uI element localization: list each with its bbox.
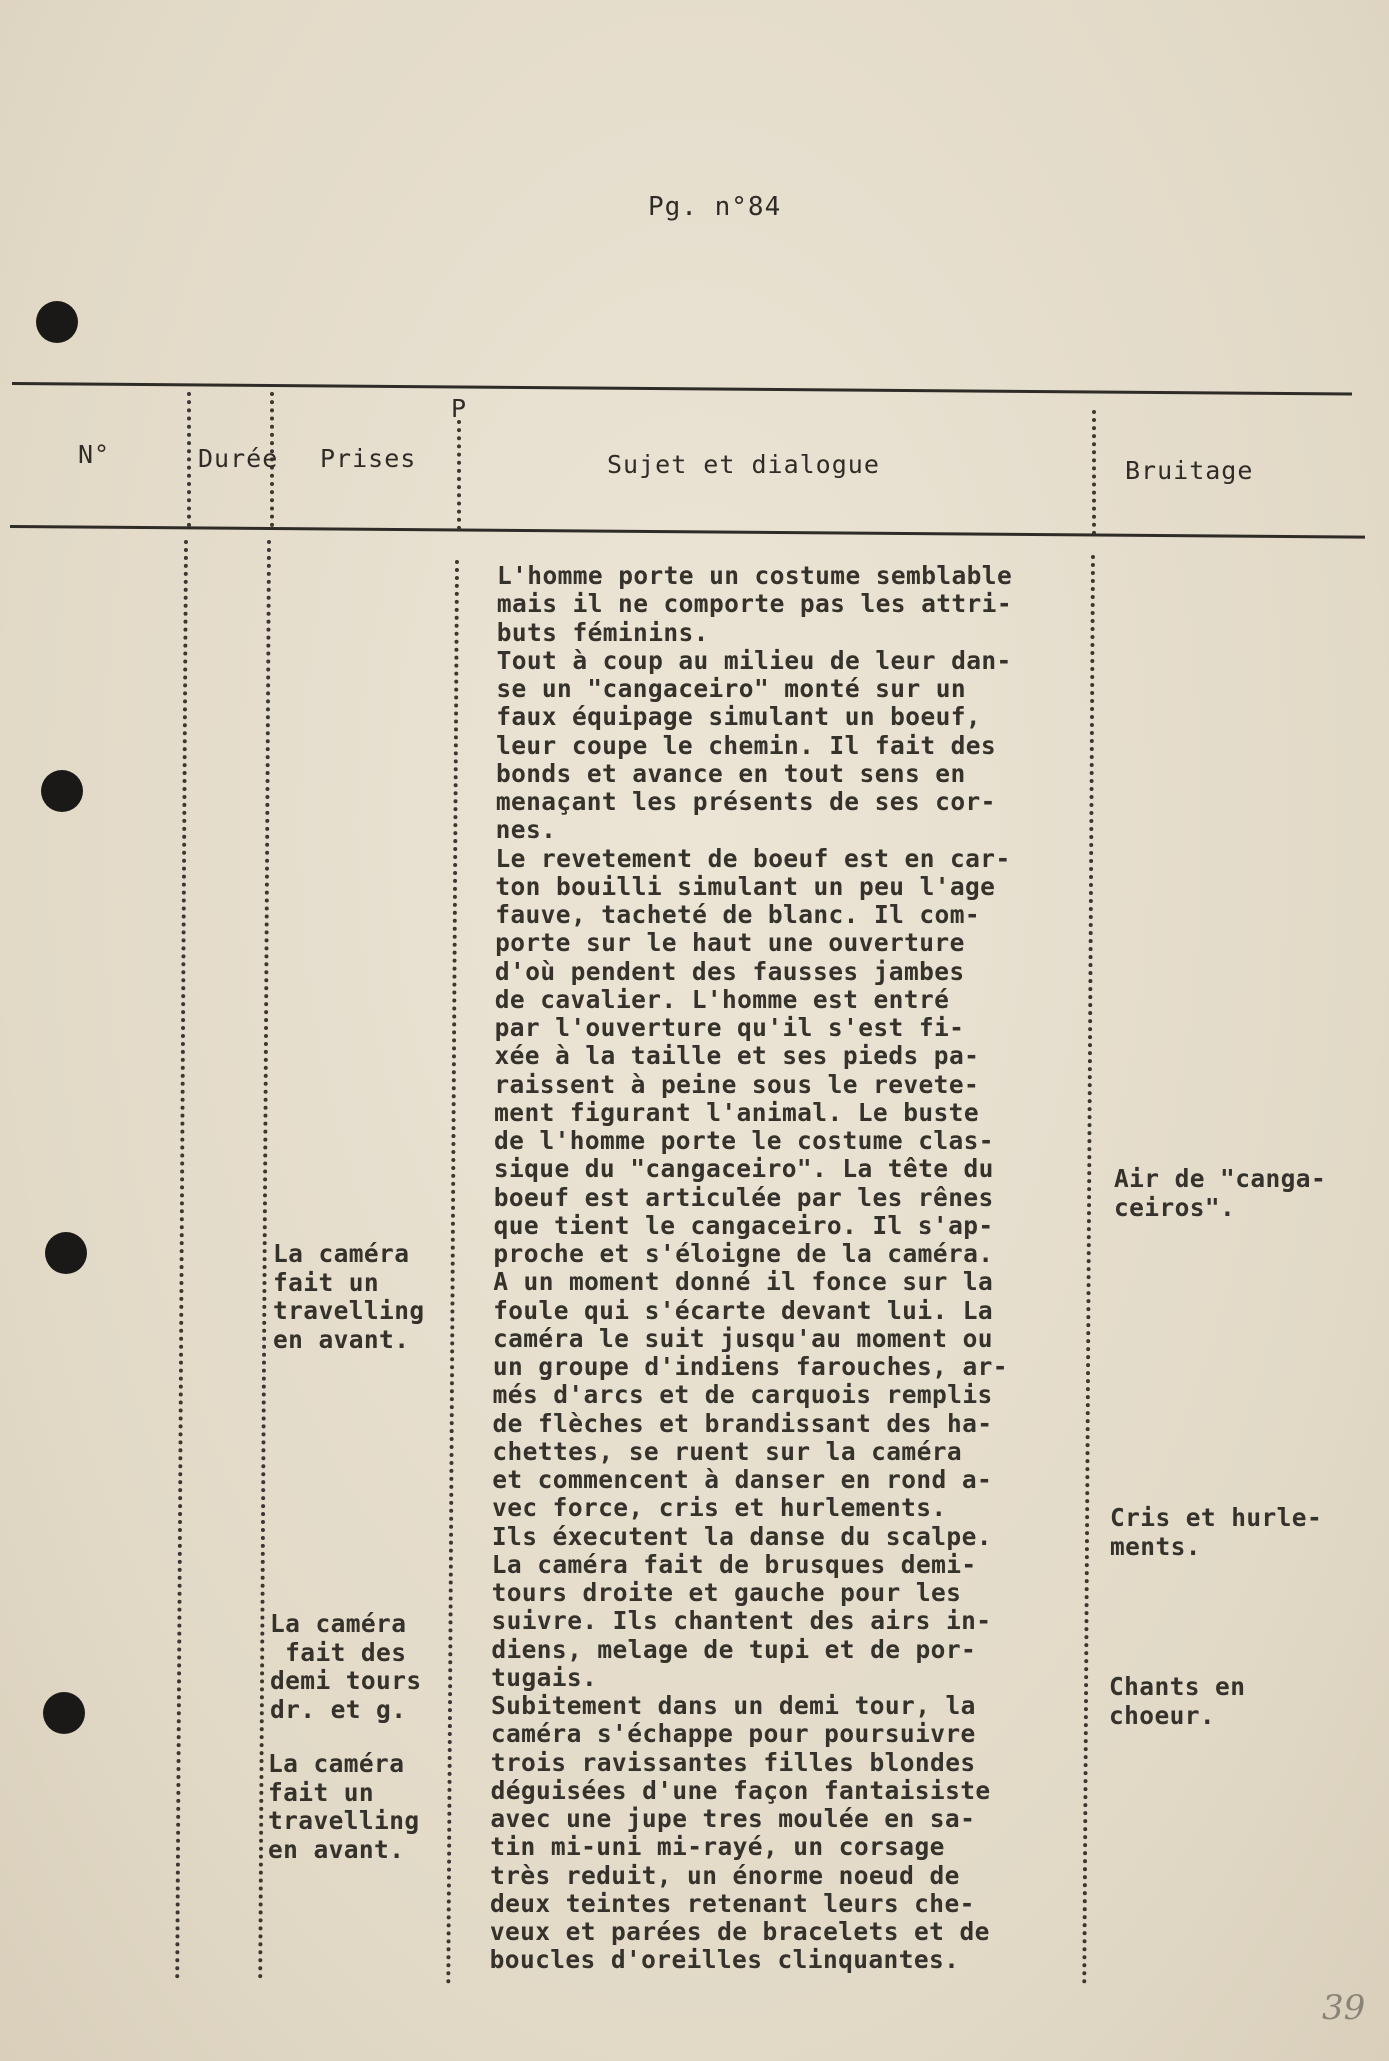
- sujet-line: suivre. Ils chantent des airs in-: [491, 1606, 992, 1636]
- sujet-line: déguisées d'une façon fantaisiste: [490, 1775, 991, 1805]
- sujet-line: par l'ouverture qu'il s'est fi-: [494, 1013, 965, 1042]
- sujet-line: que tient le cangaceiro. Il s'ap-: [493, 1210, 994, 1240]
- sujet-line: Ils éxecutent la danse du scalpe.: [491, 1521, 992, 1551]
- prise-entry: La caméra fait des demi tours dr. et g.: [270, 1609, 422, 1724]
- folio-number: 39: [1322, 1988, 1366, 2028]
- bruitage-entry: Cris et hurle- ments.: [1110, 1503, 1323, 1561]
- sujet-line: foule qui s'écarte devant lui. La: [493, 1295, 994, 1325]
- sujet-line: avec une jupe tres moulée en sa-: [490, 1804, 976, 1833]
- page-number: Pg. n°84: [648, 192, 782, 222]
- prise-entry: La caméra fait un travelling en avant.: [268, 1749, 420, 1864]
- header-column-separator: [187, 392, 191, 527]
- sujet-line: ton bouilli simulant un peu l'age: [495, 871, 996, 901]
- sujet-line: nes.: [495, 815, 557, 845]
- header-column-separator: [1092, 410, 1096, 535]
- sujet-line: deux teintes retenant leurs che-: [489, 1888, 975, 1918]
- sujet-line: leur coupe le chemin. Il fait des: [496, 730, 997, 760]
- sujet-line: fauve, tacheté de blanc. Il com-: [495, 900, 981, 929]
- header-sujet: Sujet et dialogue: [607, 450, 880, 479]
- sujet-line: de cavalier. L'homme est entré: [494, 984, 950, 1014]
- punch-hole: [43, 1692, 85, 1734]
- sujet-line: de l'homme porte le costume clas-: [494, 1126, 994, 1155]
- sujet-et-dialogue-text: [489, 561, 1097, 1975]
- sujet-line: La caméra fait de brusques demi-: [491, 1549, 977, 1579]
- sujet-line: tugais.: [491, 1662, 598, 1692]
- punch-hole: [36, 301, 78, 343]
- sujet-line: sique du "cangaceiro". La tête du: [493, 1154, 994, 1184]
- sujet-line: Subitement dans un demi tour, la: [491, 1691, 976, 1720]
- sujet-line: Tout à coup au milieu de leur dan-: [496, 645, 1012, 675]
- sujet-line: Le revetement de boeuf est en car-: [495, 843, 1011, 873]
- sujet-line: A un moment donné il fonce sur la: [493, 1267, 994, 1297]
- sujet-line: chettes, se ruent sur la caméra: [492, 1436, 963, 1466]
- sujet-line: bonds et avance en tout sens en: [495, 758, 966, 788]
- sujet-line: caméra le suit jusqu'au moment ou: [492, 1323, 993, 1353]
- header-bruitage: Bruitage: [1125, 456, 1254, 485]
- sujet-line: de flèches et brandissant des ha-: [492, 1408, 993, 1438]
- header-no: N°: [78, 440, 111, 469]
- sujet-line: porte sur le haut une ouverture: [495, 928, 965, 958]
- sujet-line: veux et parées de bracelets et de: [489, 1917, 990, 1946]
- punch-hole: [45, 1232, 87, 1274]
- sujet-line: se un "cangaceiro" monté sur un: [496, 674, 967, 703]
- header-p: P: [451, 394, 468, 423]
- sujet-line: mais il ne comporte pas les attri-: [496, 589, 1012, 619]
- sujet-line: vec force, cris et hurlements.: [492, 1493, 947, 1523]
- sujet-line: d'où pendent des fausses jambes: [494, 956, 965, 986]
- sujet-line: menaçant les présents de ses cor-: [495, 787, 996, 816]
- header-prises: Prises: [320, 444, 417, 473]
- sujet-line: ment figurant l'animal. Le buste: [494, 1097, 979, 1127]
- sujet-line: buts féminins.: [496, 617, 709, 647]
- header-column-separator: [457, 420, 461, 530]
- sujet-line: tours droite et gauche pour les: [491, 1578, 962, 1607]
- punch-hole: [41, 770, 83, 812]
- prise-entry: La caméra fait un travelling en avant.: [273, 1239, 425, 1354]
- sujet-line: caméra s'échappe pour poursuivre: [490, 1719, 976, 1749]
- sujet-line: més d'arcs et de carquois remplis: [492, 1380, 993, 1410]
- sujet-line: proche et s'éloigne de la caméra.: [493, 1239, 994, 1268]
- sujet-line: diens, melage de tupi et de por-: [491, 1634, 977, 1664]
- sujet-line: boucles d'oreilles clinquantes.: [489, 1945, 960, 1975]
- sujet-line: faux équipage simulant un boeuf,: [496, 702, 982, 732]
- sujet-line: tin mi-uni mi-rayé, un corsage: [490, 1832, 945, 1862]
- sujet-line: trois ravissantes filles blondes: [490, 1747, 976, 1777]
- bruitage-entry: Chants en choeur.: [1109, 1672, 1246, 1730]
- bruitage-entry: Air de "canga- ceiros".: [1114, 1164, 1327, 1222]
- sujet-line: très reduit, un énorme noeud de: [490, 1860, 960, 1890]
- sujet-line: et commencent à danser en rond a-: [492, 1465, 993, 1494]
- sujet-line: boeuf est articulée par les rênes: [493, 1182, 994, 1212]
- sujet-line: L'homme porte un costume semblable: [497, 561, 1013, 590]
- sujet-line: xée à la taille et ses pieds pa-: [494, 1041, 980, 1071]
- sujet-line: un groupe d'indiens farouches, ar-: [492, 1352, 1008, 1381]
- sujet-line: raissent à peine sous le revete-: [494, 1069, 980, 1099]
- header-duree: Durée: [198, 444, 279, 473]
